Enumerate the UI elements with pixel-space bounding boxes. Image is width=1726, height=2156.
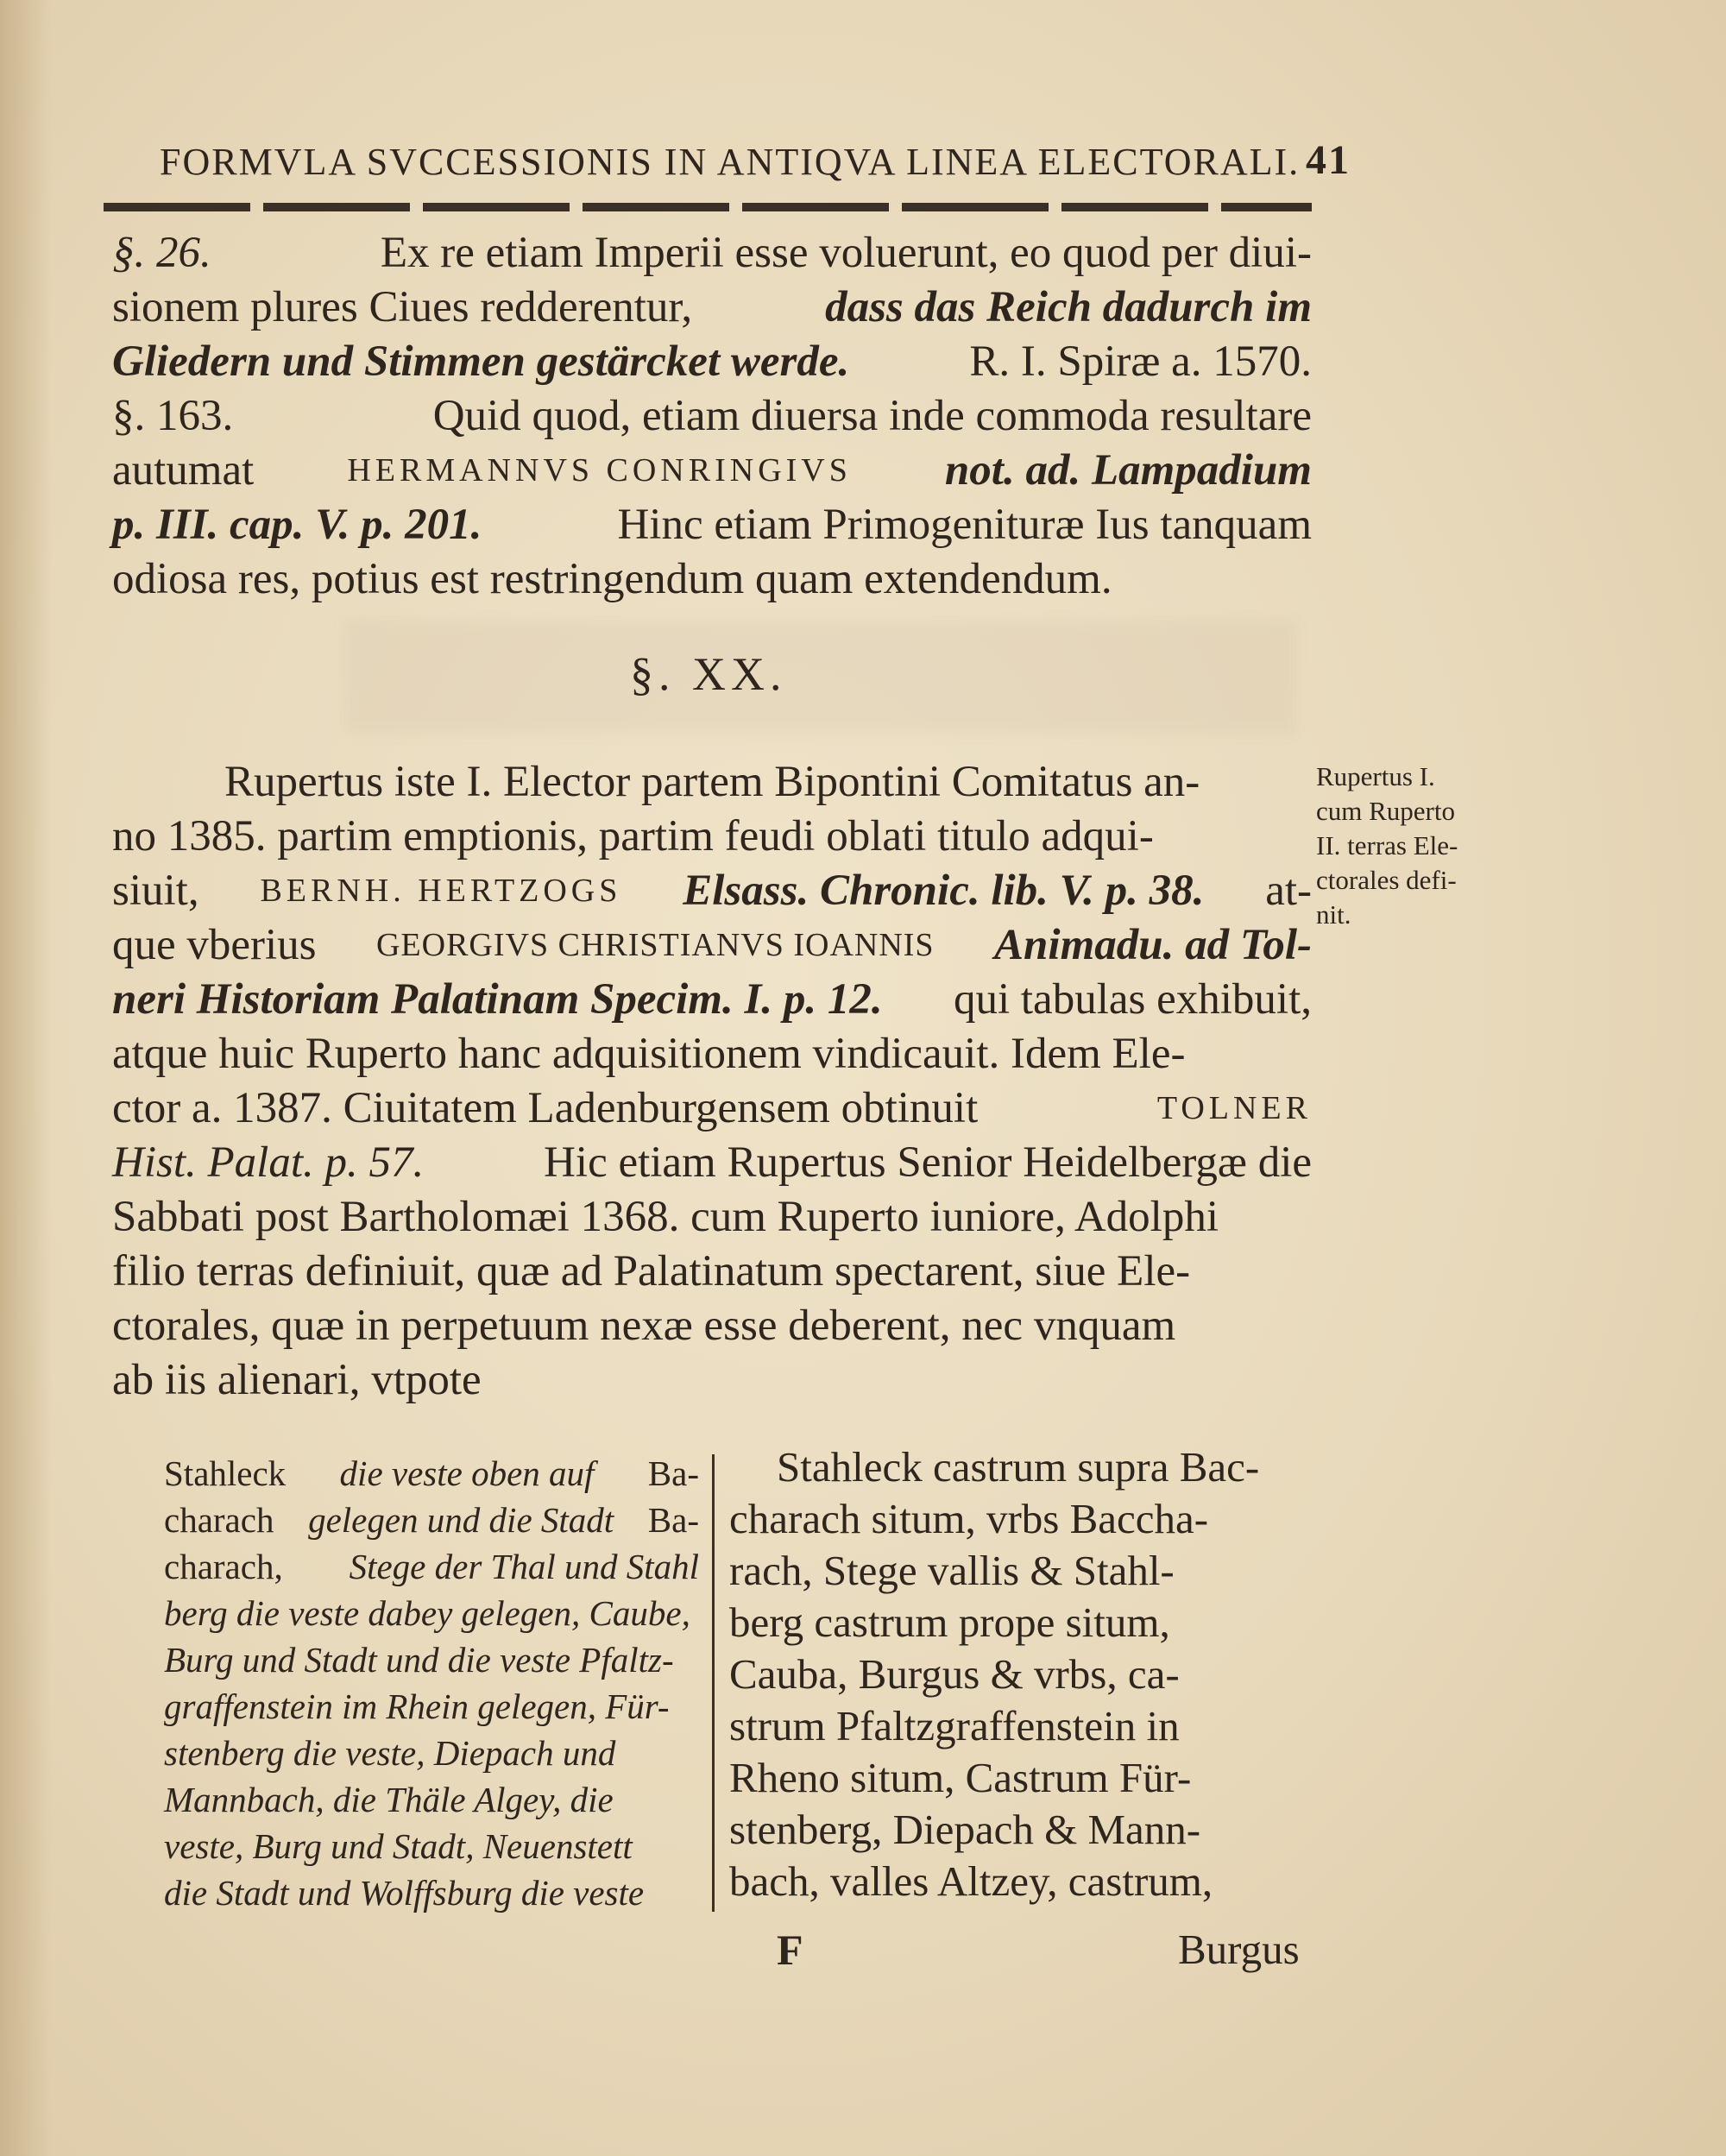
text-line: rach, Stege vallis & Stahl-	[729, 1547, 1175, 1594]
text-line: Stahleck die veste oben auf Ba-	[164, 1453, 699, 1493]
text-line: graffenstein im Rhein gelegen, Für-	[164, 1686, 670, 1726]
text-line: ctor a. 1387. Ciuitatem Ladenburgensem obtinuit TOLNER	[112, 1084, 1312, 1132]
text-line: Cauba, Burgus & vrbs, ca-	[729, 1650, 1180, 1698]
text-line: ab iis alienari, vtpote	[112, 1356, 482, 1404]
text-line: sionem plures Ciues redderentur, dass das Reich dadurch im	[112, 283, 1312, 331]
text-line: no 1385. partim emptionis, partim feudi oblati titulo adqui-	[112, 812, 1154, 861]
running-header	[160, 129, 1351, 190]
running-title: FORMVLA SVCCESSIONIS IN ANTIQVA LINEA ELECTORALI.	[160, 141, 1301, 183]
text-line: Gliedern und Stimmen gestärcket werde. R. I. Spiræ a. 1570.	[112, 337, 1312, 386]
catchword: Burgus	[1178, 1926, 1300, 1973]
text-line: filio terras definiuit, quæ ad Palatinatum spectarent, siue Ele-	[112, 1247, 1191, 1295]
text-line: Rheno situm, Castrum Für-	[729, 1754, 1192, 1801]
text-line: charach situm, vrbs Baccha-	[729, 1495, 1209, 1542]
text-line: berg die veste dabey gelegen, Caube,	[164, 1593, 690, 1633]
text-line: §. 163. Quid quod, etiam diuersa inde commoda resultare	[112, 392, 1312, 440]
section-heading: §. XX.	[630, 648, 787, 700]
latin-column	[729, 1441, 1316, 1907]
text-line: Burg und Stadt und die veste Pfaltz-	[164, 1640, 674, 1680]
column-divider	[712, 1454, 715, 1912]
text-line: strum Pfaltzgraffenstein in	[729, 1702, 1180, 1749]
text-line: charach, Stege der Thal und Stahl	[164, 1547, 699, 1586]
text-line: veste, Burg und Stadt, Neuenstett	[164, 1826, 633, 1866]
text-line: odiosa res, potius est restringendum quam extendendum.	[112, 555, 1112, 603]
text-line: p. III. cap. V. p. 201. Hinc etiam Primogenituræ Ius tanquam	[112, 501, 1312, 549]
text-line: autumat HERMANNVS CONRINGIVS not. ad. Lampadium	[112, 446, 1312, 495]
signature-mark: F	[777, 1926, 803, 1974]
text-line: charach gelegen und die Stadt Ba-	[164, 1500, 699, 1540]
paragraph-1	[112, 226, 1312, 607]
ink-bleed-through	[345, 621, 1294, 734]
text-line: Sabbati post Bartholomæi 1368. cum Ruperto iuniore, Adolphi	[112, 1193, 1219, 1241]
text-line: stenberg, Diepach & Mann-	[729, 1806, 1201, 1853]
text-line: berg castrum prope situm,	[729, 1598, 1170, 1646]
text-line: stenberg die veste, Diepach und	[164, 1733, 616, 1773]
text-line: Stahleck castrum supra Bac-	[777, 1443, 1260, 1491]
text-line: §. 26. Ex re etiam Imperii esse voluerunt, eo quod per diui-	[112, 229, 1312, 277]
text-line: Mannbach, die Thäle Algey, die	[164, 1780, 614, 1819]
paragraph-2	[112, 755, 1312, 1408]
text-line: siuit, BERNH. HERTZOGS Elsass. Chronic. lib. V. p. 38. at-	[112, 867, 1312, 915]
header-rule	[104, 203, 1312, 211]
text-line: bach, valles Altzey, castrum,	[729, 1857, 1213, 1905]
text-line: neri Historiam Palatinam Specim. I. p. 12. qui tabulas exhibuit,	[112, 975, 1312, 1024]
text-line: Rupertus iste I. Elector partem Bipontini Comitatus an-	[224, 758, 1200, 806]
text-line: que vberius GEORGIVS CHRISTIANVS IOANNIS Animadu. ad Tol-	[112, 921, 1312, 969]
text-line: atque huic Ruperto hanc adquisitionem vindicauit. Idem Ele-	[112, 1030, 1186, 1078]
text-line: die Stadt und Wolffsburg die veste	[164, 1873, 645, 1913]
page-gutter-shadow	[0, 0, 52, 2156]
text-line: Hist. Palat. p. 57. Hic etiam Rupertus Senior Heidelbergæ die	[112, 1138, 1312, 1187]
text-line: ctorales, quæ in perpetuum nexæ esse deberent, nec vnquam	[112, 1302, 1176, 1350]
german-column	[164, 1450, 699, 1916]
margin-note: Rupertus I. cum Ruperto II. terras Ele- ctorales defi- nit.	[1316, 761, 1458, 930]
page-number: 41	[1306, 137, 1351, 183]
